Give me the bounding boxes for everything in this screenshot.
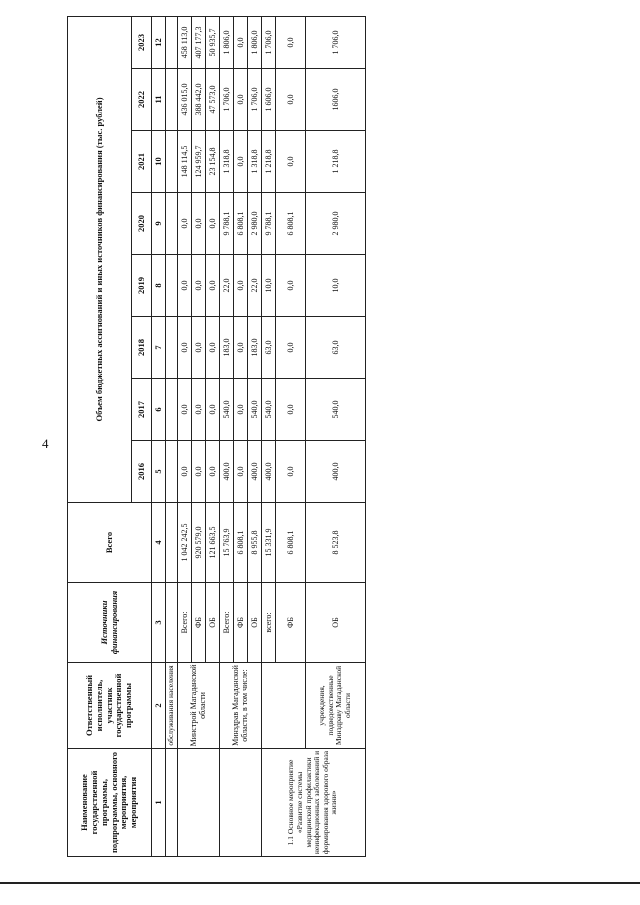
- continuation-row: [166, 16, 178, 856]
- year-2019: 2019: [132, 255, 152, 317]
- bottom-rule: [0, 882, 640, 884]
- year-2021: 2021: [132, 131, 152, 193]
- year-2017: 2017: [132, 379, 152, 441]
- col-num: 4: [152, 503, 166, 583]
- col-num: 6: [152, 379, 166, 441]
- header-funding: Объем бюджетных ассигнований и иных источников финансирования (тыс. рублей): [68, 16, 132, 502]
- table-row: ОБ 121 663,5 0,0 0,0 0,0 0,0 0,0 23 154,8 47 573,0 50 935,7: [205, 16, 219, 856]
- header-name: Наименование государственной программы, подпрограммы, основного мероприятия, мероприятия: [68, 749, 152, 857]
- executor-subordinate: учреждения, подведомственные Минздраву Магаданской области: [305, 663, 365, 749]
- executor-minstroy: Минстрой Магаданской области: [177, 663, 219, 749]
- header-source: Источники финансирования: [68, 583, 152, 663]
- col-num: 11: [152, 69, 166, 131]
- executor-minzdrav: Минздрав Магаданской области, в том числе:: [219, 663, 261, 749]
- year-2022: 2022: [132, 69, 152, 131]
- financing-table: [67, 16, 366, 857]
- table-row: ФБ 6 808,1 0,0 0,0 0,0 0,0 6 808,1 0,0 0,0 0,0: [233, 16, 247, 856]
- rotated-table: [67, 17, 352, 857]
- main-activity-name: 1.1 Основное мероприятие «Развитие системы медицинской профилактики неинфекционных заболеваний и формирования здорового образа жизни»: [261, 749, 365, 857]
- continuation-note: обслуживания населения: [166, 663, 178, 749]
- table-row: ФБ 6 808,1 0,0 0,0 0,0 0,0 6 808,1 0,0 0,0 0,0: [275, 16, 305, 856]
- year-2023: 2023: [132, 16, 152, 68]
- table-row: учреждения, подведомственные Минздраву Магаданской области ОБ 8 523,8 400,0 540,0 63,0 10,0 2 980,0 1 218,8 1606,0 1 706,0: [305, 16, 365, 856]
- table-row: ОБ 8 955,8 400,0 540,0 183,0 22,0 2 980,0 1 318,8 1 706,0 1 806,0: [247, 16, 261, 856]
- year-2020: 2020: [132, 193, 152, 255]
- header-total: Всего: [68, 503, 152, 583]
- col-num: 1: [152, 749, 166, 857]
- table-row: Минстрой Магаданской области Всего: 1 042 242,5 0,0 0,0 0,0 0,0 0,0 148 114,5 436 015,0 458 113,0: [177, 16, 191, 856]
- page-number: 4: [42, 436, 49, 451]
- table-row: 1.1 Основное мероприятие «Развитие системы медицинской профилактики неинфекционных заболеваний и формирования здорового образа жизни» всего: 15 331,9 400,0 540,0 63,0 10,0 9 788,1 1 218,8 1 606,0 1 706,0: [261, 16, 275, 856]
- col-num: 9: [152, 193, 166, 255]
- col-num: 7: [152, 317, 166, 379]
- col-num: 10: [152, 131, 166, 193]
- col-num: 3: [152, 583, 166, 663]
- col-num: 12: [152, 16, 166, 68]
- year-2016: 2016: [132, 441, 152, 503]
- col-num: 8: [152, 255, 166, 317]
- col-num: 5: [152, 441, 166, 503]
- col-num: 2: [152, 663, 166, 749]
- table-row: ФБ 920 579,0 0,0 0,0 0,0 0,0 0,0 124 959,7 388 442,0 407 177,3: [191, 16, 205, 856]
- header-executor: Ответственный исполнитель, участник государственной программы: [68, 663, 152, 749]
- column-number-row: [152, 16, 166, 856]
- table-row: Минздрав Магаданской области, в том числе: Всего: 15 763,9 400,0 540,0 183,0 22,0 9 788,1 1 318,8 1 706,0 1 806,0: [219, 16, 233, 856]
- year-2018: 2018: [132, 317, 152, 379]
